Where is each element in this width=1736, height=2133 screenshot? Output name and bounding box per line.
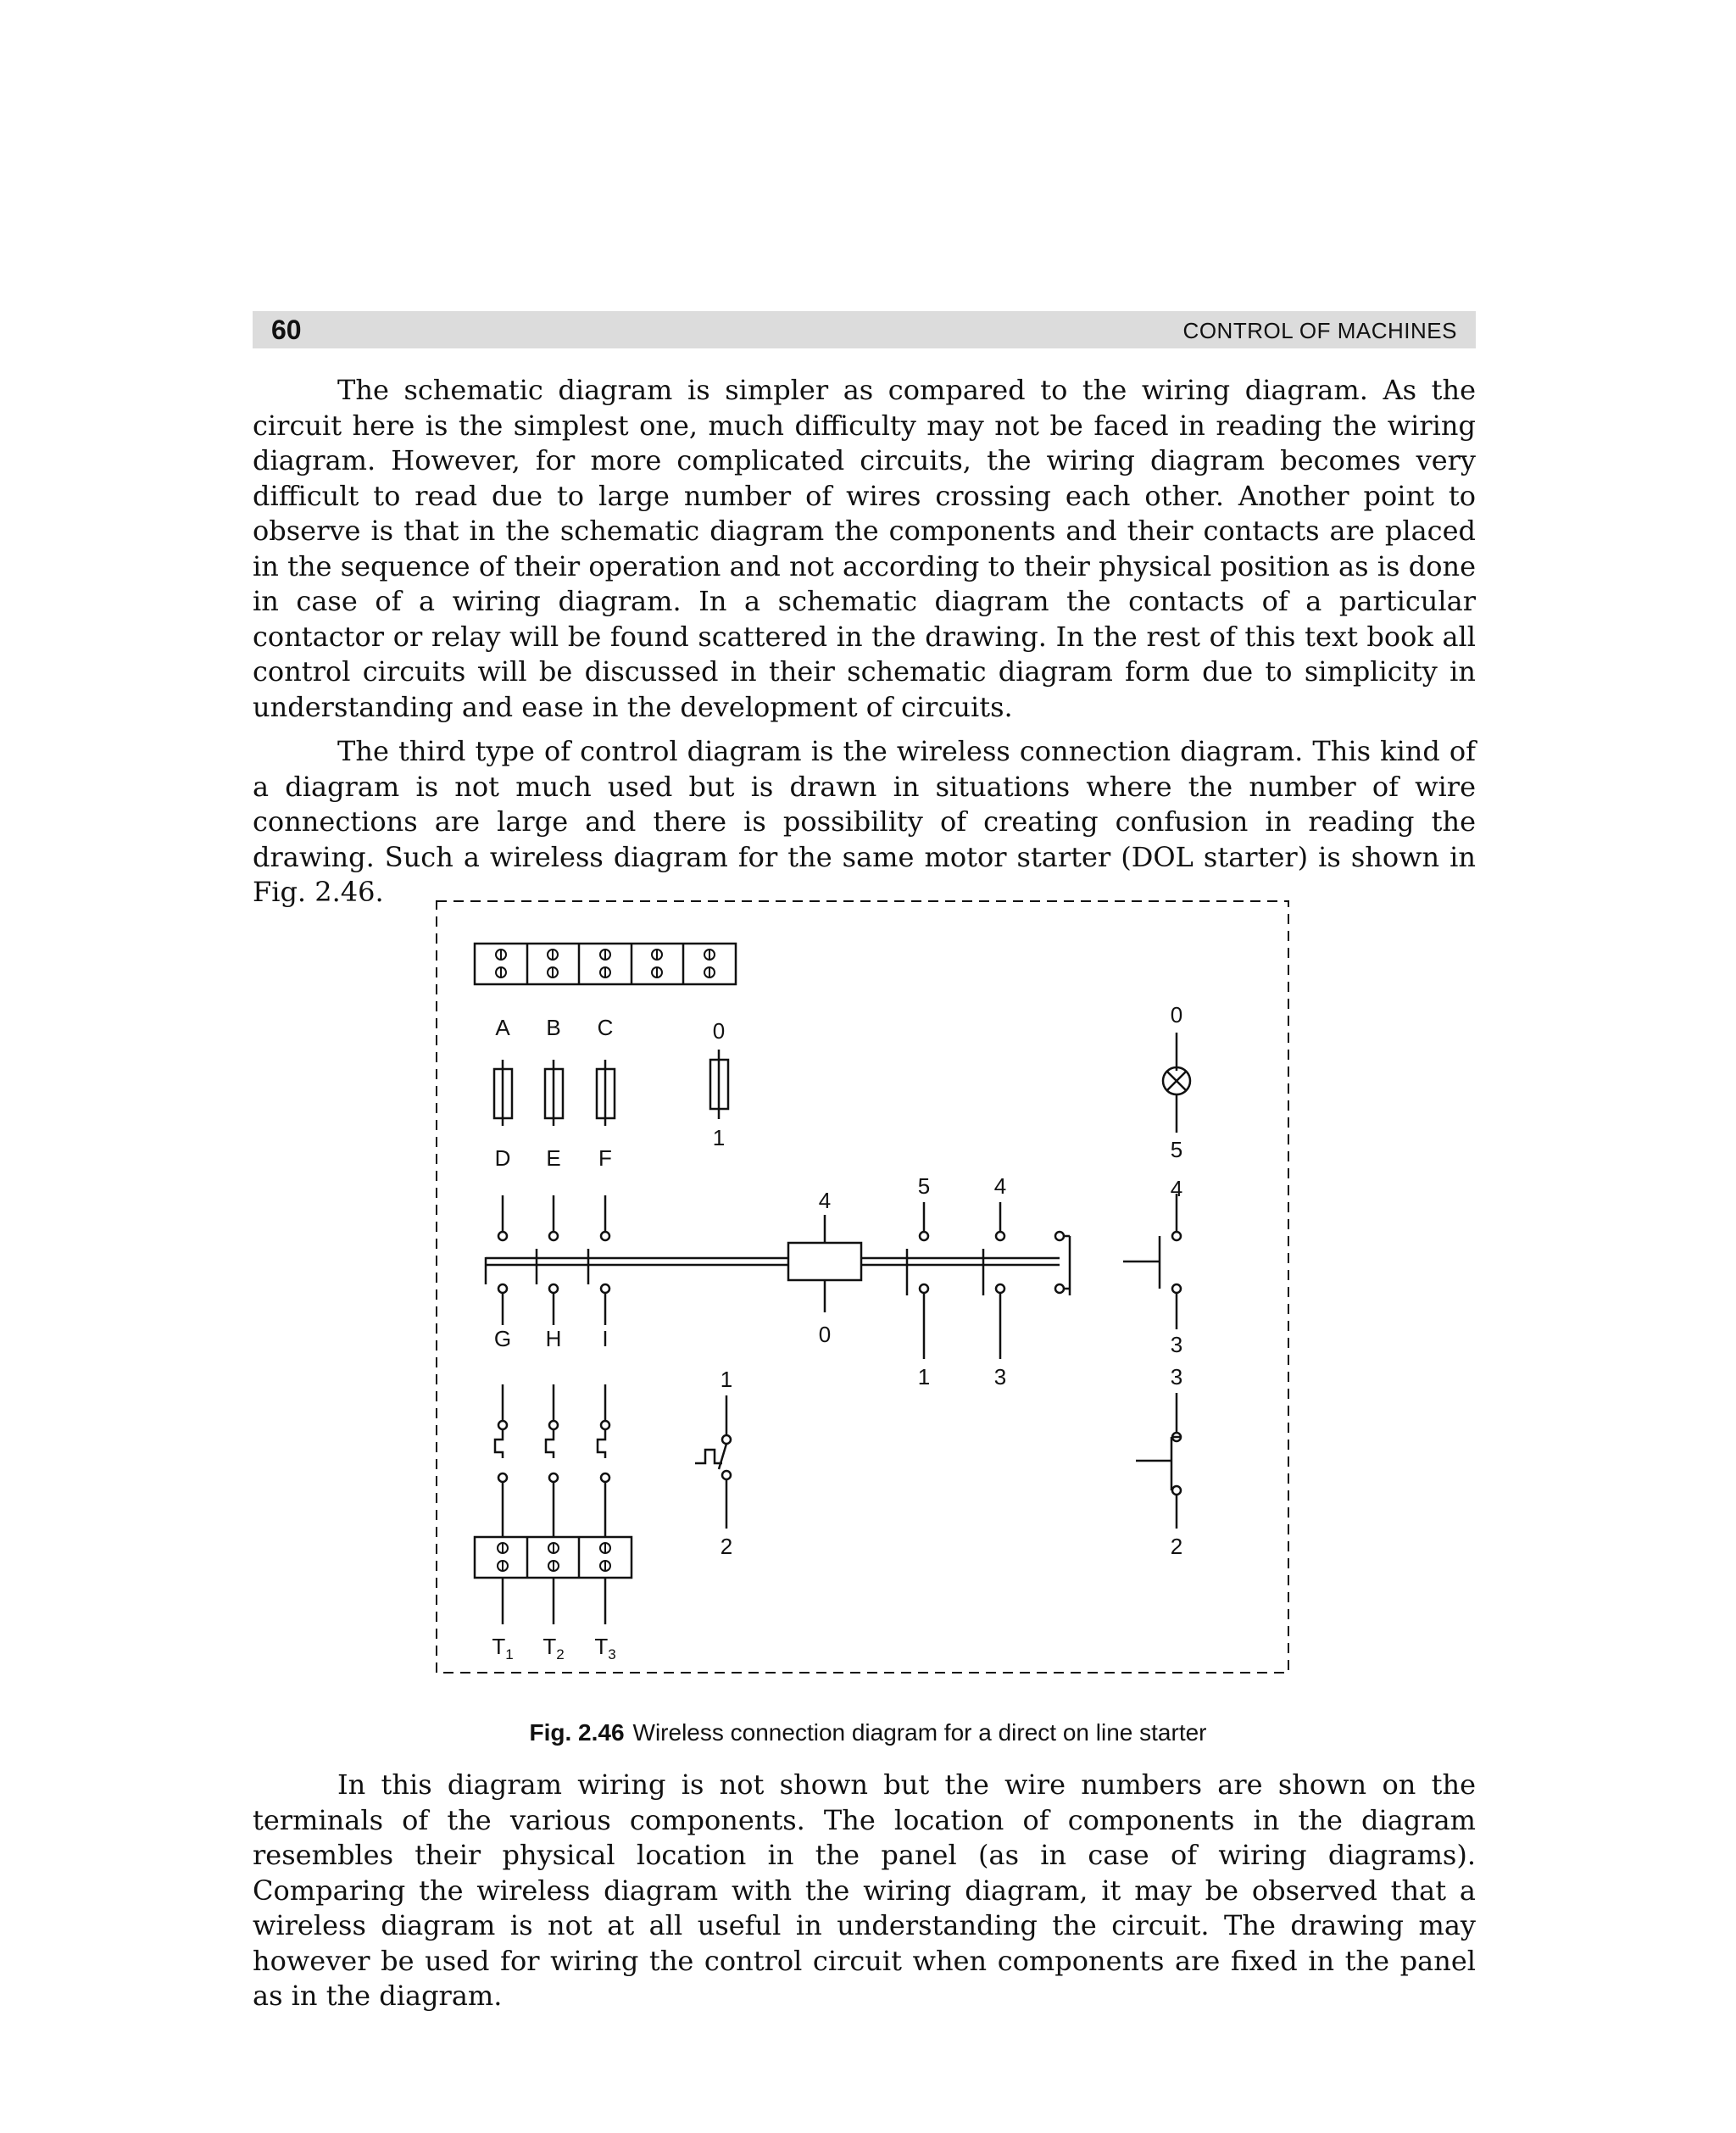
overload-label-top: 1 [720,1367,733,1392]
paragraph: The schematic diagram is simpler as compared to the wiring diagram. As the circuit here is the simplest one, much difficulty may not be faced in reading the wiring diagram. However, for more complicated circuits, the wiring diagram becomes very difficult to read due to large number of wires crossing each other. Another point to observe is that in the schematic diagram the components and their contacts are placed in the sequence of their operation and not according to their physical position as is done in case of a wiring diagram. In a schematic diagram the contacts of a particular contactor or relay will be found scattered in the drawing. In the rest of this text book all control circuits will be discussed in their schematic diagram form due to simplicity in understanding and ease in the development of circuits. [253,374,1476,723]
control-fuse-label-top: 0 [712,1018,726,1044]
start-push-button [1123,1194,1181,1329]
fuse-label-d: D [494,1145,511,1171]
supply-terminal-strip [475,944,736,984]
line-label-i: I [602,1326,609,1351]
paragraph: The third type of control diagram is the wireless connection diagram. This kind of a diagram is not much used but is drawn in situations where the number of wire connections are large and there is possibility of creating confusion in reading the drawing. Such a wireless diagram for the same motor starter (DOL starter) is shown in Fig. 2.46. [253,735,1476,908]
start-label-bottom: 3 [1170,1332,1183,1357]
lamp-label-top: 0 [1170,1002,1183,1028]
wireless-connection-diagram [432,897,1305,1698]
line-label-g: G [493,1326,512,1351]
page-header [253,311,1476,348]
aux-label-1: 1 [917,1364,931,1390]
fuse-label-a: A [495,1015,510,1040]
control-fuse-label-bottom: 1 [712,1125,726,1150]
contactor-coil [788,1215,861,1312]
line-label-h: H [545,1326,562,1351]
motor-terminal-strip [475,1537,632,1624]
figure-number: Fig. 2.46 [529,1719,625,1746]
page-number: 60 [271,315,302,345]
fuse-label-c: C [597,1015,614,1040]
body-text-top [253,373,1476,920]
paragraph: In this diagram wiring is not shown but the wire numbers are shown on the terminals of the various components. The location of components in the diagram resembles their physical location in the panel (as in case of wiring diagrams). Comparing the wireless diagram with the wiring diagram, it may be observed that a wireless diagram is not at all useful in understanding the circuit. The drawing may however be used for wiring the control circuit when components are fixed in the panel as in the diagram. [253,1768,1476,2012]
coil-label-top: 4 [818,1188,832,1213]
figure-caption [0,1719,1736,1746]
aux-label-4: 4 [993,1173,1007,1199]
stop-label-bottom: 2 [1170,1534,1183,1559]
fuse-label-e: E [546,1145,561,1171]
control-fuse [710,1050,728,1119]
coil-label-bottom: 0 [818,1322,832,1347]
aux-label-5: 5 [917,1173,931,1199]
stop-push-button [1136,1393,1181,1529]
figure-caption-text: Wireless connection diagram for a direct on line starter [632,1719,1207,1746]
main-contactor-contacts [486,1195,609,1325]
fuse-label-b: B [546,1015,561,1040]
indicator-lamp [1163,1033,1190,1133]
auxiliary-contacts [907,1202,1070,1359]
overload-relay-contacts [495,1384,609,1537]
fuse-label-f: F [598,1145,612,1171]
power-fuses [494,1060,615,1126]
start-label-top: 4 [1170,1176,1183,1201]
terminal-label-t3: $T_3$ [594,1634,616,1662]
contactor-linkage [486,1258,1060,1265]
body-text-bottom [253,1768,1476,2024]
terminal-label-t1: $T_1$ [492,1634,514,1662]
terminal-label-t2: $T_2$ [542,1634,565,1662]
overload-label-bottom: 2 [720,1534,733,1559]
running-title: CONTROL OF MACHINES [1182,318,1457,343]
stop-label-top: 3 [1170,1364,1183,1390]
aux-label-3: 3 [993,1364,1007,1390]
lamp-label-bottom: 5 [1170,1137,1183,1162]
overload-control-contact [695,1395,731,1529]
